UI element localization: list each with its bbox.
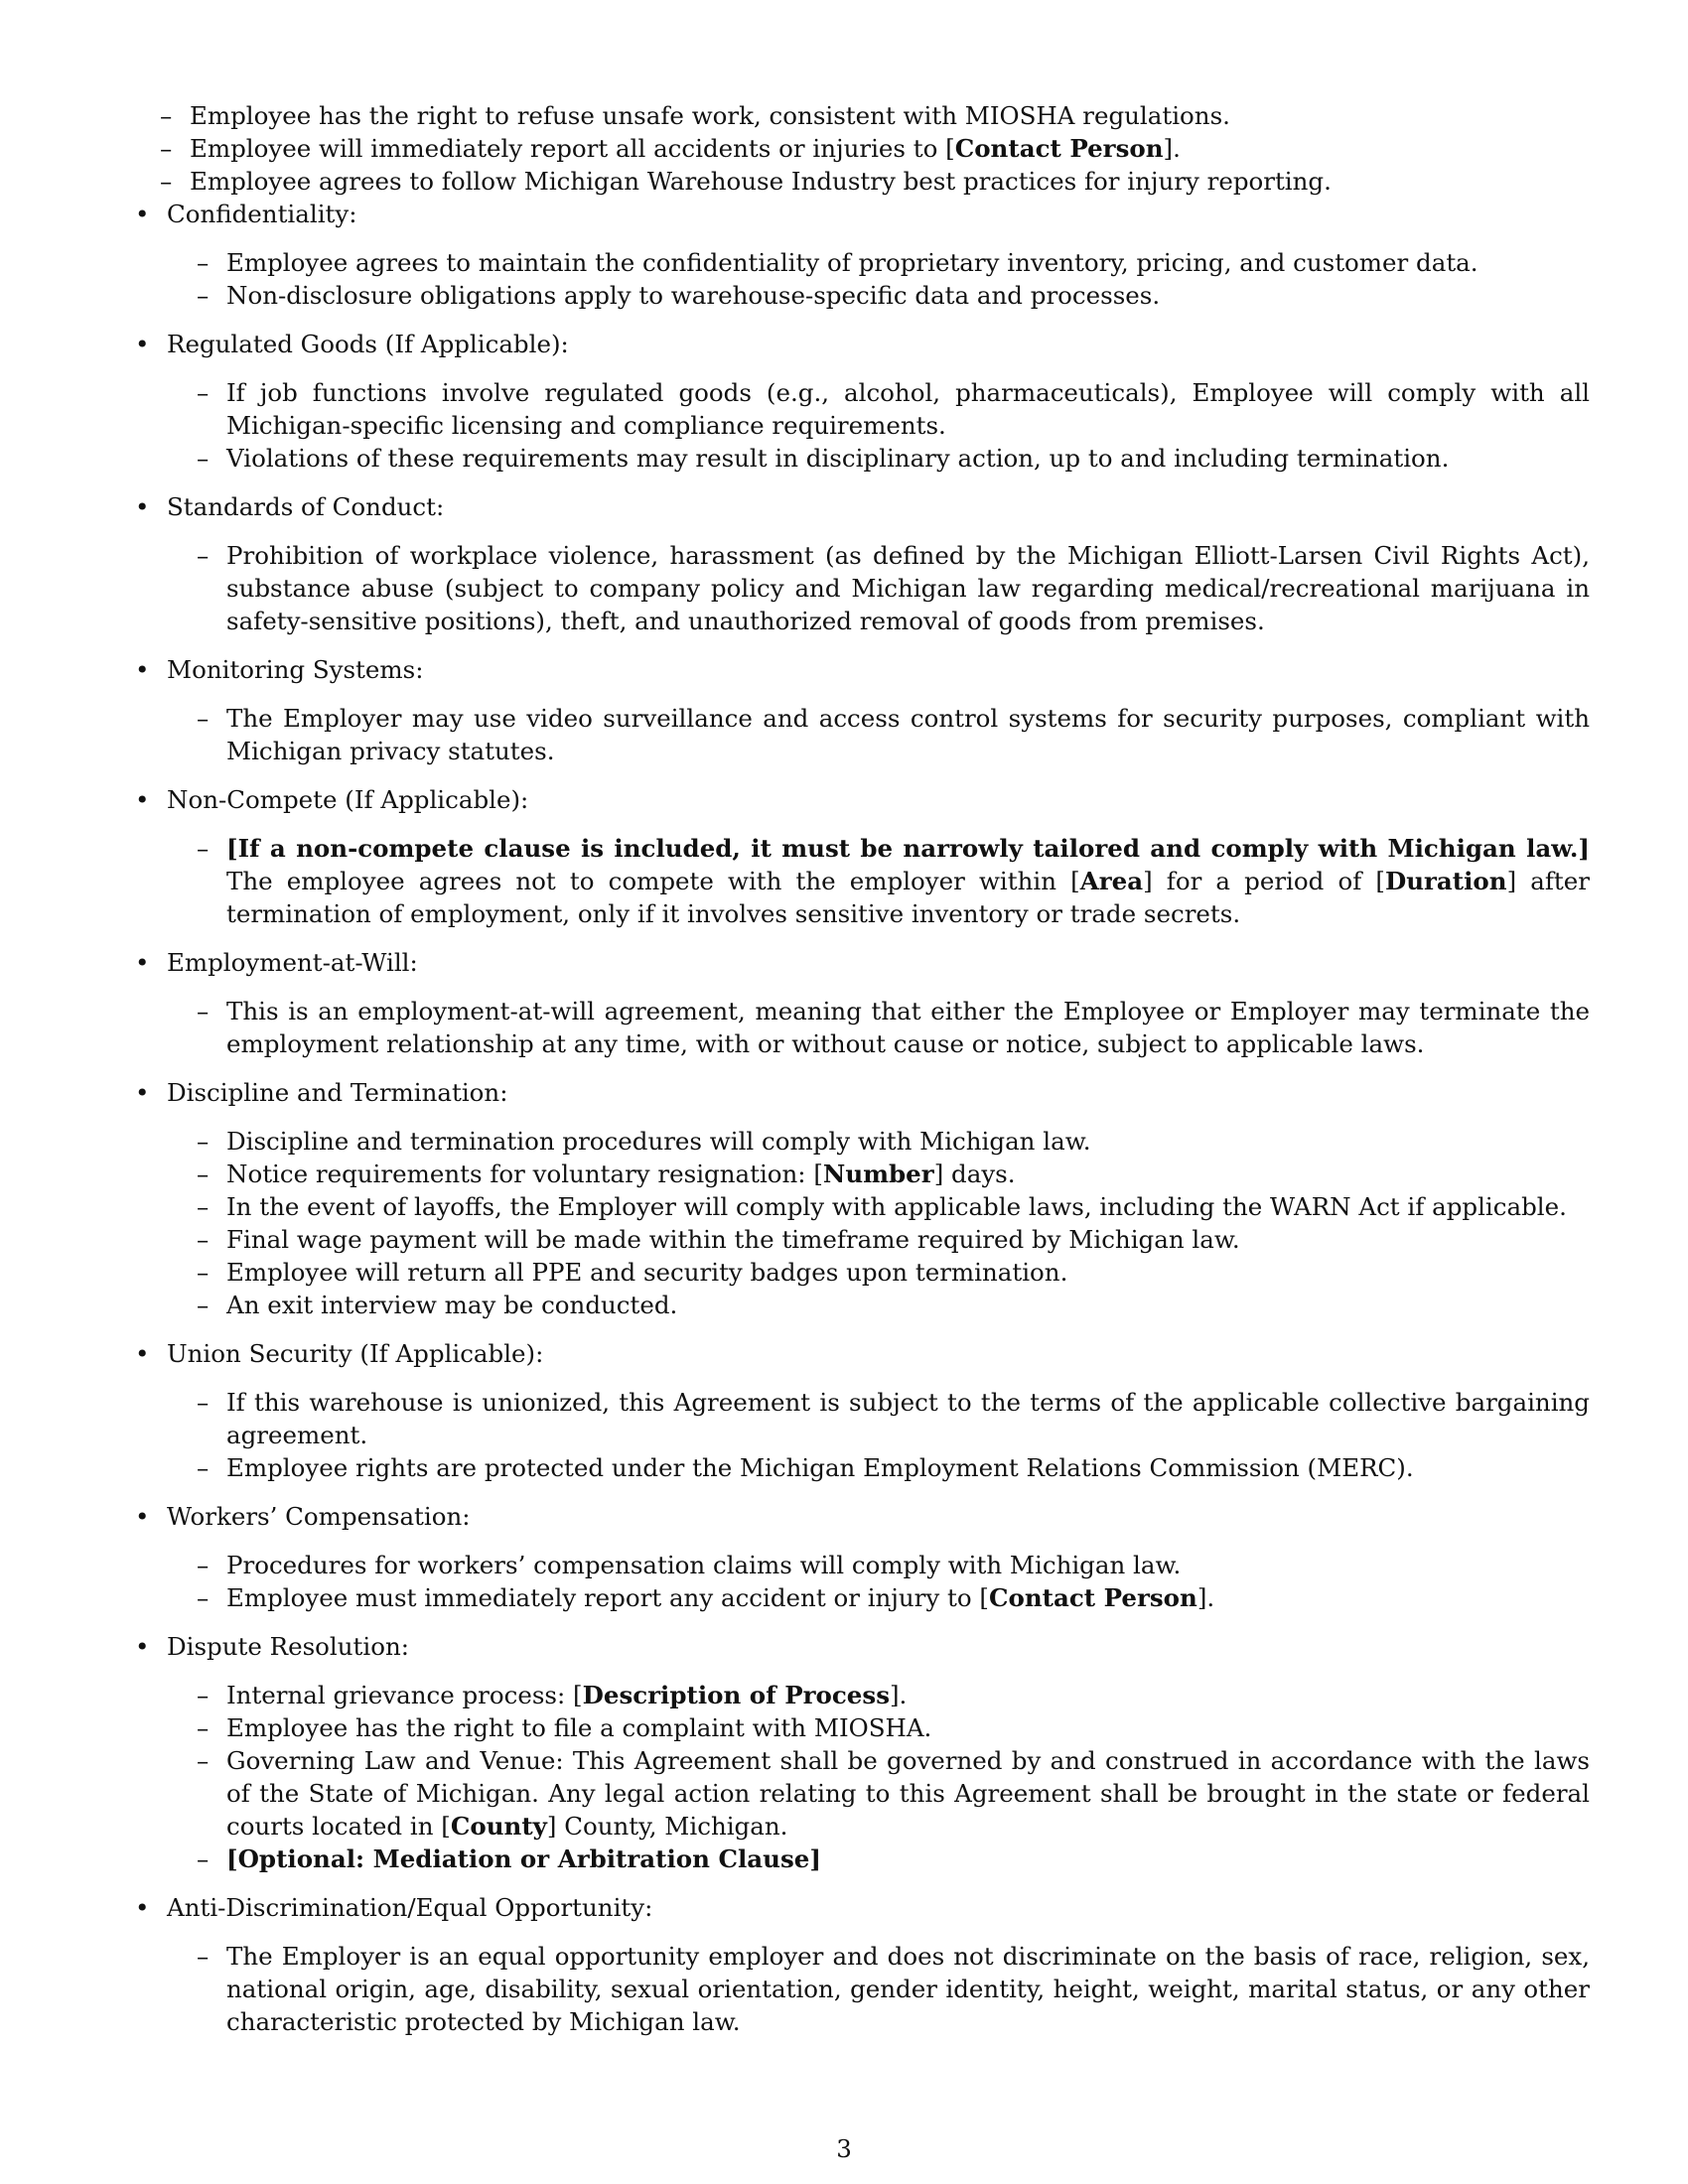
placeholder-description-of-process: Description of Process bbox=[582, 1681, 890, 1709]
list-item: – Employee agrees to maintain the confidentiality of proprietary inventory, pricing, and customer data. bbox=[167, 246, 1590, 279]
section-employment-at-will bbox=[130, 946, 1590, 1060]
section-title: • Non-Compete (If Applicable): bbox=[167, 785, 529, 814]
section-discipline-termination bbox=[130, 1076, 1590, 1321]
placeholder-contact-person: Contact Person bbox=[988, 1583, 1197, 1612]
list-item: – Notice requirements for voluntary resignation: [Number] days. bbox=[167, 1158, 1590, 1190]
sub-list bbox=[167, 832, 1590, 930]
section-list bbox=[130, 198, 1590, 2038]
placeholder-county: County bbox=[450, 1812, 547, 1841]
section-title: • Regulated Goods (If Applicable): bbox=[167, 330, 569, 358]
list-item: – Employee has the right to file a complaint with MIOSHA. bbox=[167, 1711, 1590, 1744]
section-anti-discrimination bbox=[130, 1891, 1590, 2038]
sub-list bbox=[167, 1386, 1590, 1484]
section-regulated-goods bbox=[130, 328, 1590, 475]
sub-list bbox=[167, 702, 1590, 767]
list-item: – [Optional: Mediation or Arbitration Clause] bbox=[167, 1843, 1590, 1875]
sub-list bbox=[167, 539, 1590, 637]
sub-list bbox=[167, 1679, 1590, 1875]
list-item: – If this warehouse is unionized, this Agreement is subject to the terms of the applicable collective bargaining agreement. bbox=[167, 1386, 1590, 1451]
carry-over-list bbox=[130, 99, 1590, 198]
placeholder-contact-person: Contact Person bbox=[954, 134, 1164, 163]
section-non-compete bbox=[130, 783, 1590, 930]
placeholder-number: Number bbox=[822, 1160, 934, 1188]
section-union-security bbox=[130, 1337, 1590, 1484]
list-item: – Employee rights are protected under the Michigan Employment Relations Commission (MERC). bbox=[167, 1451, 1590, 1484]
non-compete-notice: If a non-compete clause is included, it must be narrowly tailored and comply with Michigan law. bbox=[237, 834, 1579, 863]
placeholder-area: Area bbox=[1079, 867, 1144, 895]
section-title: • Confidentiality: bbox=[167, 200, 357, 228]
section-title: • Union Security (If Applicable): bbox=[167, 1339, 544, 1368]
sub-list bbox=[167, 246, 1590, 312]
list-item: – Employee will immediately report all accidents or injuries to [Contact Person]. bbox=[130, 132, 1590, 165]
placeholder-optional-clause: Optional: Mediation or Arbitration Clause bbox=[237, 1844, 810, 1873]
sub-list bbox=[167, 1125, 1590, 1321]
list-item: – The Employer may use video surveillance and access control systems for security purposes, compliant with Michigan privacy statutes. bbox=[167, 702, 1590, 767]
sub-list bbox=[167, 1940, 1590, 2038]
section-title: • Dispute Resolution: bbox=[167, 1632, 409, 1661]
section-title: • Workers’ Compensation: bbox=[167, 1502, 471, 1531]
list-item: – Employee will return all PPE and security badges upon termination. bbox=[167, 1256, 1590, 1289]
section-title: • Employment-at-Will: bbox=[167, 948, 418, 977]
section-monitoring-systems bbox=[130, 653, 1590, 767]
list-item: – Procedures for workers’ compensation claims will comply with Michigan law. bbox=[167, 1549, 1590, 1581]
list-item: – Discipline and termination procedures will comply with Michigan law. bbox=[167, 1125, 1590, 1158]
list-item: – Employee must immediately report any accident or injury to [Contact Person]. bbox=[167, 1581, 1590, 1614]
list-item: – Final wage payment will be made within the timeframe required by Michigan law. bbox=[167, 1223, 1590, 1256]
sub-list bbox=[167, 1549, 1590, 1614]
list-item: – The Employer is an equal opportunity employer and does not discriminate on the basis of race, religion, sex, national origin, age, disability, sexual orientation, gender identity, height, weight, marital status, or any other characteristic protected by Michigan law. bbox=[167, 1940, 1590, 2038]
list-item: – Employee agrees to follow Michigan Warehouse Industry best practices for injury reporting. bbox=[130, 165, 1590, 198]
list-item: – [If a non-compete clause is included, it must be narrowly tailored and comply with Michigan law.] The employee agrees not to compete with the employer within [Area] for a period of [Duration] after termination of employment, only if it involves sensitive inventory or trade secrets. bbox=[167, 832, 1590, 930]
sub-list bbox=[167, 995, 1590, 1060]
list-item: – An exit interview may be conducted. bbox=[167, 1289, 1590, 1321]
list-item: – Internal grievance process: [Description of Process]. bbox=[167, 1679, 1590, 1711]
page-number: 3 bbox=[836, 2134, 852, 2163]
list-item: – If job functions involve regulated goods (e.g., alcohol, pharmaceuticals), Employee will comply with all Michigan-specific licensing and compliance requirements. bbox=[167, 376, 1590, 442]
sub-list bbox=[167, 376, 1590, 475]
list-item: – Violations of these requirements may result in disciplinary action, up to and including termination. bbox=[167, 442, 1590, 475]
list-item: – Employee has the right to refuse unsafe work, consistent with MIOSHA regulations. bbox=[130, 99, 1590, 132]
section-title: • Discipline and Termination: bbox=[167, 1078, 508, 1107]
section-title: • Anti-Discrimination/Equal Opportunity: bbox=[167, 1893, 653, 1922]
section-standards-of-conduct bbox=[130, 490, 1590, 637]
section-title: • Standards of Conduct: bbox=[167, 492, 445, 521]
page-content bbox=[130, 99, 1590, 2054]
section-workers-compensation bbox=[130, 1500, 1590, 1614]
list-item: – Non-disclosure obligations apply to warehouse-specific data and processes. bbox=[167, 279, 1590, 312]
list-item: – In the event of layoffs, the Employer will comply with applicable laws, including the WARN Act if applicable. bbox=[167, 1190, 1590, 1223]
list-item: – This is an employment-at-will agreement, meaning that either the Employee or Employer may terminate the employment relationship at any time, with or without cause or notice, subject to applicable laws. bbox=[167, 995, 1590, 1060]
list-item: – Prohibition of workplace violence, harassment (as defined by the Michigan Elliott-Larsen Civil Rights Act), substance abuse (subject to company policy and Michigan law regarding medical/recreational marijuana in safety-sensitive positions), theft, and unauthorized removal of goods from premises. bbox=[167, 539, 1590, 637]
list-item: – Governing Law and Venue: This Agreement shall be governed by and construed in accordance with the laws of the State of Michigan. Any legal action relating to this Agreement shall be brought in the state or federal courts located in [County] County, Michigan. bbox=[167, 1744, 1590, 1843]
section-title: • Monitoring Systems: bbox=[167, 655, 424, 684]
placeholder-duration: Duration bbox=[1384, 867, 1507, 895]
section-dispute-resolution bbox=[130, 1630, 1590, 1875]
section-confidentiality bbox=[130, 198, 1590, 312]
